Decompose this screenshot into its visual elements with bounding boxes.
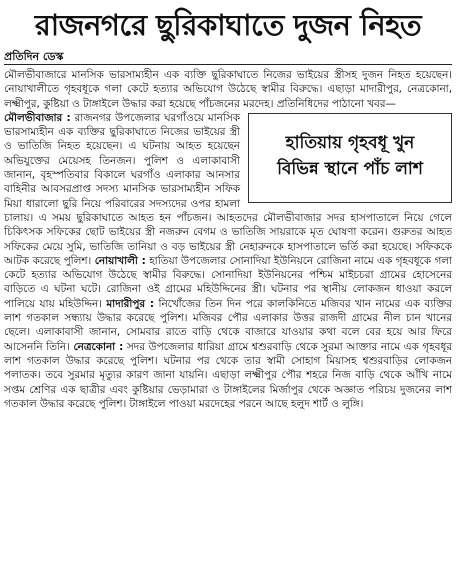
section-dateline: মৌলভীবাজার : (4, 111, 71, 124)
pull-quote-line-1: হাতিয়ায় গৃহবধূ খুন (285, 132, 415, 153)
divider (4, 64, 452, 65)
article-body (4, 68, 452, 563)
section-moulvibazar: মৌলভীবাজার : রাজনগর উপজেলার ঘরগাঁওয়ে মানসিক ভারসাম্যহীন এক ব্যক্তির ছুরিকাঘাতে নিজের ভাইয়ের স্ত্রী ও ভাতিজি নিহত হয়েছেন। এ ঘটনায় আহত হয়েছেন অভিযুক্তের মেয়েসহ তিনজন। পুলিশ ও এলাকাবাসী জানান, বৃহস্পতিবার বিকালে ঘরগাঁও এলাকার আনসার বাহিনীর আবসরপ্রাপ্ত সদস্য মানসিক ভারসাম্যহীন সফিক মিয়া ধারালো ছুরি নিয়ে পরিবারের সদস্যদের ওপর হামলা চালায়। এ সময় ছুরিকাঘাতে আহত হন পাঁচজন। আহতদের মৌলভীবাজার সদর হাসপাতালে নিয়ে গেলে চিকিৎসক সফিকের ছোট ভাইয়ের স্ত্রী নজরুন বেগম ও ভাতিজি সায়রাকে মৃত ঘোষণা করেন। গুরুতর আহত সফিকের মেয়ে সুমি, ভাতিজি তানিয়া ও বড় ভাইয়ের স্ত্রী নেহারুনকে হাসপাতালে ভর্তি করা হয়েছে। সফিককে আটক করেছে পুলিশ। নোয়াখালী : হাতিয়া উপজেলার সোনাদিয়া ইউনিয়নে রোজিনা নামে এক গৃহবধূকে গলা কেটে হত্যার অভিযোগ উঠেছে স্বামীর বিরুদ্ধে। সোনাদিয়া ইউনিয়নের পশ্চিম মাইচচরা গ্রামের হোসেনের বাড়িতে এ ঘটনা ঘটে। রোজিনা ওই গ্রামের মহিউদ্দিনের স্ত্রী। ঘটনার পর স্থানীয় লোকজন ধাওয়া করলে পালিয়ে যায় মহিউদ্দিন। মাদারীপুর : নিখোঁজের তিন দিন পরে কালকিনিতে মজিবর খান নামের এক ব্যক্তির লাশ গতকাল সন্ধ্যায় উদ্ধার করেছে পুলিশ। মজিবর পৌর এলাকার উত্তর রাজদী গ্রামের নীল চান খানের ছেলে। এলাকাবাসী জানান, সোমবার রাতে বাড়ি থেকে বাজারে যাওয়ার কথা বলে বের হয়ে আর ফিরে আসেননি তিনি। নেত্রকোনা : সদর উপজেলার ধারিয়া গ্রামে শ্বশুরবাড়ি থেকে সুরমা আক্তার নামে এক গৃহবধূর লাশ গতকাল উদ্ধার করেছে পুলিশ। ঘটনার পর থেকে তার স্বামী সোহাগ মিয়াসহ শ্বশুরবাড়ির লোকজন পলাতক। তবে সুরমার মৃত্যুর কারণ জানা যায়নি। এছাড়া লক্ষ্মীপুর পৌর শহরে নিজ বাড়ি থেকে আঁখি নামে সপ্তম শ্রেণির এক ছাত্রীর এবং কুষ্টিয়ার ভেড়ামারা ও টাঙ্গাইলের মির্জাপুর থেকে অজ্ঞাত পরিচয় দুজনের লাশ গতকাল উদ্ধার করেছে পুলিশ। টাঙ্গাইলে পাওয়া মরদেহের পরনে আছে হলুদ শার্ট ও লুঙ্গি। (4, 111, 452, 410)
section-dateline: নেত্রকোনা : (73, 340, 124, 353)
section-dateline: মাদারীপুর : (106, 297, 155, 310)
section-dateline: নোয়াখালী : (94, 254, 146, 267)
headline: রাজনগরে ছুরিকাঘাতে দুজন নিহত (34, 8, 422, 42)
byline: প্রতিদিন ডেস্ক (4, 50, 64, 63)
intro-paragraph: মৌলভীবাজারে মানসিক ভারসাম্যহীন এক ব্যক্তি ছুরিকাঘাতে নিজের ভাইয়ের স্ত্রীসহ দুজন নিহত হয়েছেন। নোয়াখালীতে গৃহবধূকে গলা কেটে হত্যার অভিযোগ উঠেছে স্বামীর বিরুদ্ধে। এছাড়া মাদারীপুর, নেত্রকোনা, লক্ষ্মীপুর, কুষ্টিয়া ও টাঙ্গাইলে উদ্ধার করা হয়েছে পাঁচজনের মরদেহ। প্রতিনিধিদের পাঠানো খবর— (4, 69, 452, 110)
pull-quote-box (248, 113, 452, 203)
pull-quote-line-2: বিভিন্ন স্থানে পাঁচ লাশ (277, 158, 423, 179)
